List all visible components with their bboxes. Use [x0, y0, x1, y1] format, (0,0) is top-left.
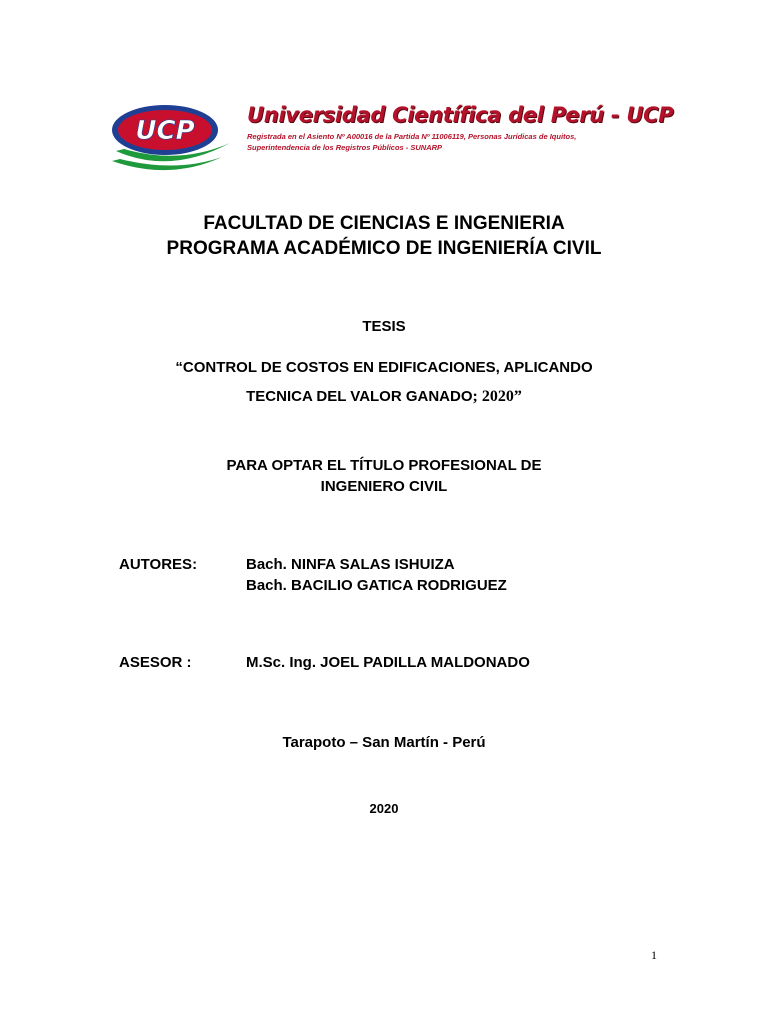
- university-registration-line1: Registrada en el Asiento Nº A00016 de la Partida Nº 11006119, Personas Jurídicas de Iquitos,: [247, 132, 577, 141]
- year: 2020: [369, 801, 399, 816]
- authors-label: AUTORES:: [119, 556, 198, 573]
- university-registration-line2: Superintendencia de los Registros Públicos - SUNARP: [247, 143, 443, 152]
- page-number: 1: [651, 948, 657, 962]
- thesis-title-year: ; 2020”: [472, 388, 522, 405]
- thesis-label: TESIS: [362, 318, 406, 335]
- logo-text: UCP: [135, 116, 195, 146]
- author-name-1: Bach. NINFA SALAS ISHUIZA: [246, 556, 455, 573]
- thesis-title-line2-main: TECNICA DEL VALOR GANADO: [246, 388, 473, 405]
- thesis-title-line1: “CONTROL DE COSTOS EN EDIFICACIONES, APLICANDO: [175, 359, 593, 376]
- author-name-2: Bach. BACILIO GATICA RODRIGUEZ: [246, 577, 507, 594]
- advisor-label: ASESOR :: [119, 654, 192, 671]
- ucp-logo: [110, 103, 242, 173]
- program-name: PROGRAMA ACADÉMICO DE INGENIERÍA CIVIL: [166, 238, 602, 259]
- thesis-title-line2: [0, 388, 768, 406]
- degree-line1: PARA OPTAR EL TÍTULO PROFESIONAL DE: [226, 457, 542, 474]
- university-name: Universidad Científica del Perú - UCP: [247, 103, 674, 127]
- faculty-name: FACULTAD DE CIENCIAS E INGENIERIA: [203, 213, 565, 234]
- place: Tarapoto – San Martín - Perú: [282, 734, 486, 751]
- advisor-name: M.Sc. Ing. JOEL PADILLA MALDONADO: [246, 654, 530, 671]
- degree-line2: INGENIERO CIVIL: [320, 478, 448, 495]
